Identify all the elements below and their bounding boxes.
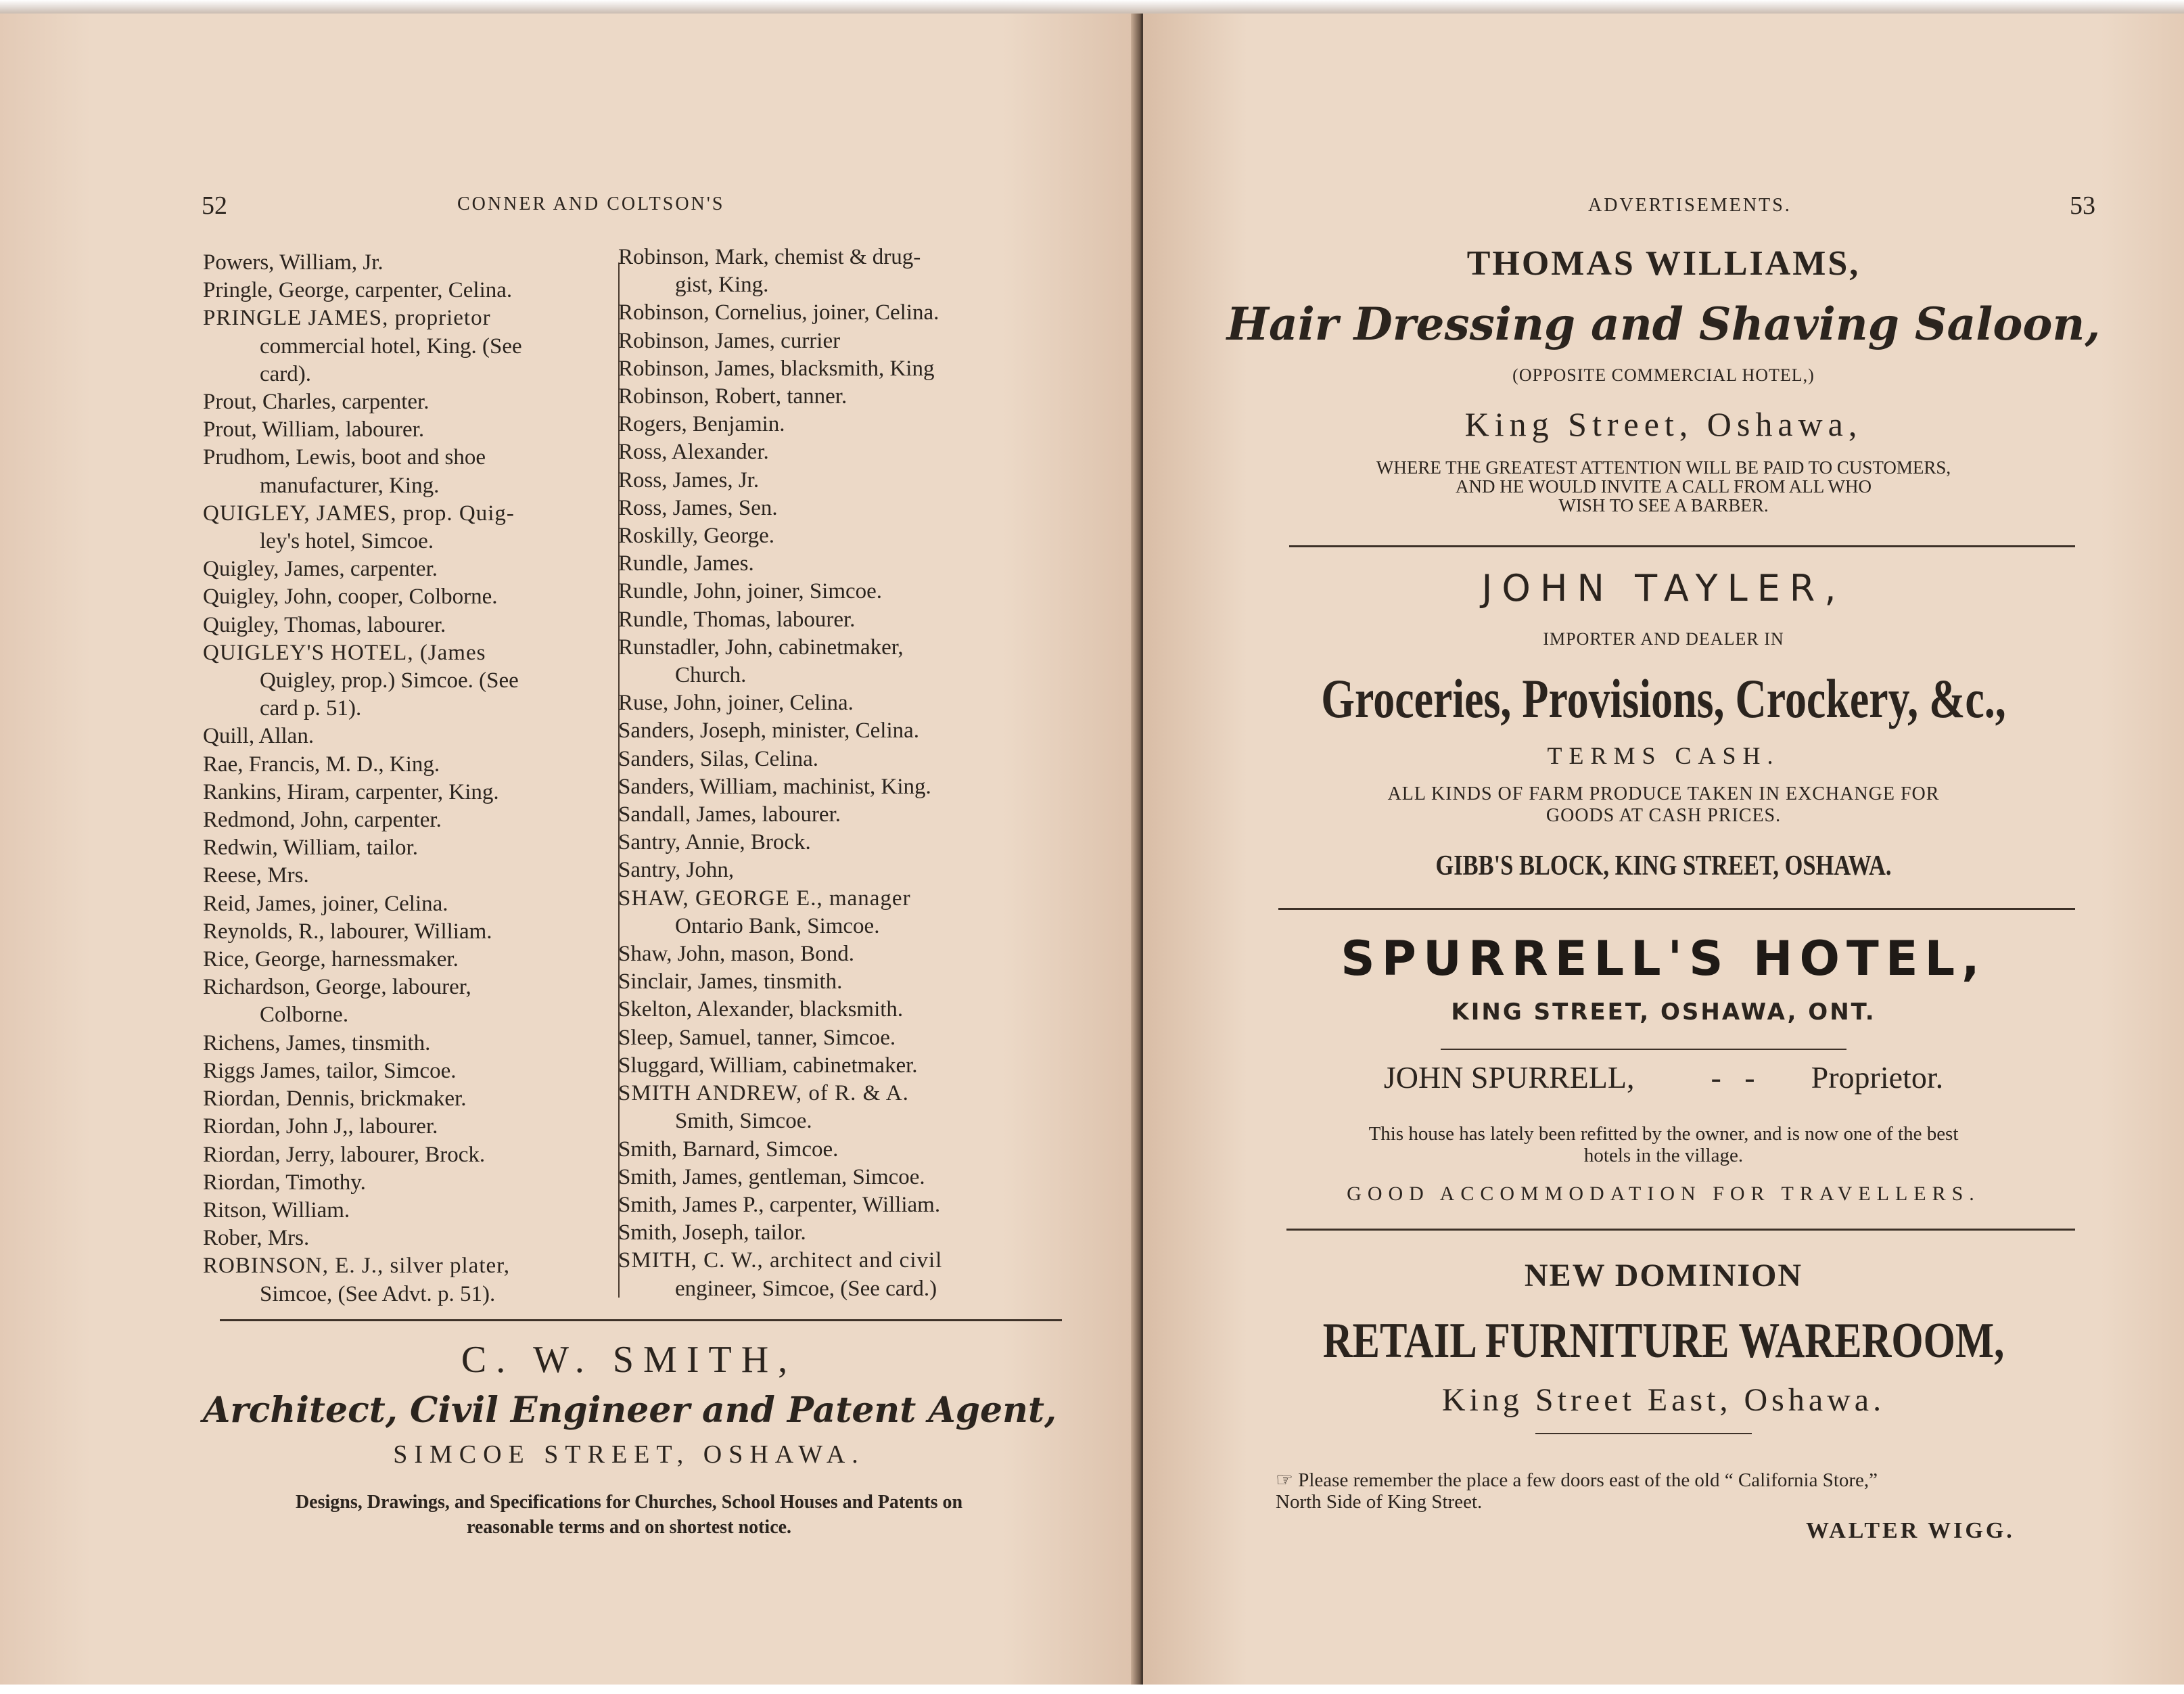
directory-entry: Robinson, Mark, chemist & drug-: [618, 245, 921, 269]
directory-entry-continuation: card p. 51).: [260, 696, 362, 721]
williams-text: AND HE WOULD INVITE A CALL FROM ALL WHO: [1456, 476, 1872, 497]
directory-entry: Ruse, John, joiner, Celina.: [618, 691, 854, 716]
tayler-sub: IMPORTER AND DEALER IN: [1543, 629, 1784, 649]
tayler-text: GOODS AT CASH PRICES.: [1546, 805, 1782, 826]
directory-entry-continuation: Church.: [675, 663, 747, 688]
directory-entry: Riordan, Dennis, brickmaker.: [203, 1086, 467, 1112]
directory-entry: Roskilly, George.: [618, 524, 774, 549]
directory-entry: Quigley, Thomas, labourer.: [203, 612, 446, 637]
spurrell-text: This house has lately been refitted by the owner, and is now one of the best: [1368, 1123, 1959, 1145]
directory-entry-continuation: commercial hotel, King. (See: [260, 334, 522, 359]
directory-entry: Richardson, George, labourer,: [203, 975, 471, 1000]
ad-note: Designs, Drawings, and Specifications for Churches, School Houses and Patents on: [295, 1492, 963, 1513]
directory-entry: QUIGLEY'S HOTEL, (James: [203, 640, 486, 665]
tayler-goods: Groceries, Provisions, Crockery, &c.,: [1321, 668, 2006, 729]
directory-entry: Richens, James, tinsmith.: [203, 1030, 431, 1055]
directory-entry: Sanders, William, machinist, King.: [618, 774, 931, 799]
directory-entry: Smith, James, gentleman, Simcoe.: [618, 1164, 925, 1189]
directory-entry: Robinson, James, currier: [618, 328, 841, 353]
wigg-line-2: RETAIL FURNITURE WAREROOM,: [1322, 1313, 2005, 1369]
directory-entry: Smith, Joseph, tailor.: [618, 1220, 806, 1245]
tayler-address: GIBB'S BLOCK, KING STREET, OSHAWA.: [1435, 850, 1892, 882]
right-page: [1143, 14, 2184, 1685]
directory-entry-continuation: ley's hotel, Simcoe.: [260, 529, 434, 554]
directory-entry-continuation: engineer, Simcoe, (See card.): [675, 1276, 937, 1301]
directory-entry: Skelton, Alexander, blacksmith.: [618, 997, 904, 1022]
directory-entry: ROBINSON, E. J., silver plater,: [203, 1254, 511, 1279]
spurrell-role: Proprietor.: [1811, 1060, 1944, 1095]
ad-name: C. W. SMITH,: [461, 1339, 797, 1381]
directory-entry: Robinson, Cornelius, joiner, Celina.: [618, 300, 939, 325]
directory-column-1: [203, 249, 522, 1308]
directory-entry: Sandall, James, labourer.: [618, 802, 841, 827]
directory-entry: Ritson, William.: [203, 1197, 350, 1222]
directory-entry: Santry, John,: [618, 858, 735, 883]
williams-name: THOMAS WILLIAMS,: [1466, 244, 1861, 283]
directory-entry: Reese, Mrs.: [203, 863, 309, 888]
directory-entry: Smith, James P., carpenter, William.: [618, 1192, 941, 1217]
directory-entry: Sanders, Joseph, minister, Celina.: [618, 718, 920, 743]
directory-entry: Quigley, James, carpenter.: [203, 557, 438, 582]
directory-entry-continuation: Ontario Bank, Simcoe.: [675, 913, 880, 938]
directory-entry: Reynolds, R., labourer, William.: [203, 919, 492, 944]
directory-entry: Shaw, John, mason, Bond.: [618, 942, 854, 967]
directory-entry: QUIGLEY, JAMES, prop. Quig-: [203, 501, 515, 526]
wigg-signature: WALTER WIGG.: [1806, 1518, 2015, 1543]
wigg-line-1: NEW DOMINION: [1524, 1258, 1803, 1294]
divider: [1441, 1049, 1846, 1050]
wigg-note: ☞ Please remember the place a few doors east of the old “ California Store,”: [1276, 1469, 1878, 1491]
directory-entry-continuation: Colborne.: [260, 1003, 349, 1028]
page-number: 52: [202, 191, 227, 220]
page-number: 53: [2070, 191, 2095, 220]
wigg-street: King Street East, Oshawa.: [1441, 1382, 1886, 1418]
divider: [1535, 1433, 1752, 1434]
williams-location: (OPPOSITE COMMERCIAL HOTEL,): [1512, 365, 1815, 385]
tayler-terms: TERMS CASH.: [1547, 742, 1780, 769]
directory-entry: Santry, Annie, Brock.: [618, 830, 811, 855]
williams-text: WHERE THE GREATEST ATTENTION WILL BE PAID TO CUSTOMERS,: [1376, 457, 1951, 478]
directory-entry: SMITH ANDREW, of R. & A.: [618, 1081, 909, 1106]
divider: [1289, 545, 2075, 547]
divider: [1286, 1229, 2075, 1231]
spurrell-text: GOOD ACCOMMODATION FOR TRAVELLERS.: [1347, 1183, 1980, 1205]
directory-entry: Prout, William, labourer.: [203, 417, 425, 442]
williams-title: Hair Dressing and Shaving Saloon,: [1226, 298, 2101, 350]
directory-entry: Robinson, James, blacksmith, King: [618, 356, 935, 381]
directory-entry: Sleep, Samuel, tanner, Simcoe.: [618, 1025, 896, 1050]
directory-entry: Rundle, John, joiner, Simcoe.: [618, 579, 883, 604]
directory-entry: Powers, William, Jr.: [203, 250, 384, 275]
directory-entry: Riordan, Jerry, labourer, Brock.: [203, 1142, 486, 1167]
directory-entry: Prout, Charles, carpenter.: [203, 390, 429, 415]
directory-entry: Riordan, Timothy.: [203, 1170, 366, 1195]
directory-entry: Rundle, Thomas, labourer.: [618, 607, 856, 632]
directory-entry: Riggs James, tailor, Simcoe.: [203, 1058, 457, 1083]
running-head: CONNER AND COLTSON'S: [457, 193, 725, 214]
divider: [220, 1319, 1062, 1321]
ad-title: Architect, Civil Engineer and Patent Agent,: [203, 1390, 1057, 1431]
directory-entry: SHAW, GEORGE E., manager: [618, 886, 911, 911]
directory-entry: Rice, George, harnessmaker.: [203, 947, 459, 972]
directory-entry-continuation: gist, King.: [675, 273, 769, 298]
spurrell-name: SPURRELL'S HOTEL,: [1341, 931, 1986, 986]
left-page: [0, 14, 1140, 1685]
ad-address: SIMCOE STREET, OSHAWA.: [393, 1440, 865, 1469]
directory-entry: Sinclair, James, tinsmith.: [618, 969, 843, 994]
directory-column-2: [618, 244, 942, 1303]
directory-entry: Runstadler, John, cabinetmaker,: [618, 635, 904, 660]
directory-entry: Pringle, George, carpenter, Celina.: [203, 278, 513, 303]
directory-entry: Sluggard, William, cabinetmaker.: [618, 1053, 918, 1078]
directory-entry: Rundle, James.: [618, 551, 754, 576]
tayler-text: ALL KINDS OF FARM PRODUCE TAKEN IN EXCHANGE FOR: [1387, 783, 1940, 804]
directory-entry: Rogers, Benjamin.: [618, 412, 785, 437]
williams-text: WISH TO SEE A BARBER.: [1558, 495, 1769, 516]
spurrell-owner: JOHN SPURRELL,: [1383, 1060, 1635, 1095]
directory-entry: Prudhom, Lewis, boot and shoe: [203, 445, 486, 470]
directory-entry: Ross, James, Sen.: [618, 495, 778, 520]
directory-entry-continuation: Smith, Simcoe.: [675, 1109, 812, 1134]
directory-entry: Reid, James, joiner, Celina.: [203, 891, 448, 916]
directory-entry: Smith, Barnard, Simcoe.: [618, 1137, 839, 1162]
directory-entry: Rankins, Hiram, carpenter, King.: [203, 779, 499, 804]
directory-entry: Rober, Mrs.: [203, 1226, 310, 1251]
tayler-name: JOHN TAYLER,: [1481, 567, 1846, 610]
directory-entry: Riordan, John J,, labourer.: [203, 1114, 438, 1139]
running-head: ADVERTISEMENTS.: [1588, 195, 1792, 216]
directory-entry: Quigley, John, cooper, Colborne.: [203, 585, 498, 610]
ad-note: reasonable terms and on shortest notice.: [466, 1517, 792, 1538]
directory-entry: Robinson, Robert, tanner.: [618, 384, 847, 409]
directory-entry: SMITH, C. W., architect and civil: [618, 1248, 943, 1273]
directory-entry: PRINGLE JAMES, proprietor: [203, 306, 491, 331]
spurrell-address: KING STREET, OSHAWA, ONT.: [1451, 999, 1876, 1026]
directory-entry-continuation: Quigley, prop.) Simcoe. (See: [260, 668, 519, 693]
directory-entry: Ross, Alexander.: [618, 440, 769, 465]
spurrell-owner-line: [1143, 1059, 2184, 1095]
spurrell-dashes: - -: [1711, 1060, 1755, 1095]
directory-entry-continuation: manufacturer, King.: [260, 473, 440, 498]
directory-entry-continuation: Simcoe, (See Advt. p. 51).: [260, 1281, 496, 1306]
wigg-note: North Side of King Street.: [1276, 1491, 1483, 1513]
directory-entry: Ross, James, Jr.: [618, 467, 760, 493]
directory-entry: Rae, Francis, M. D., King.: [203, 752, 440, 777]
divider: [1278, 908, 2075, 910]
directory-entry: Sanders, Silas, Celina.: [618, 746, 819, 771]
directory-entry: Redwin, William, tailor.: [203, 835, 418, 861]
directory-entry-continuation: card).: [260, 361, 312, 386]
williams-street: King Street, Oshawa,: [1464, 405, 1863, 443]
directory-entry: Quill, Allan.: [203, 724, 315, 749]
directory-entry: Redmond, John, carpenter.: [203, 808, 442, 833]
spurrell-text: hotels in the village.: [1583, 1145, 1744, 1166]
